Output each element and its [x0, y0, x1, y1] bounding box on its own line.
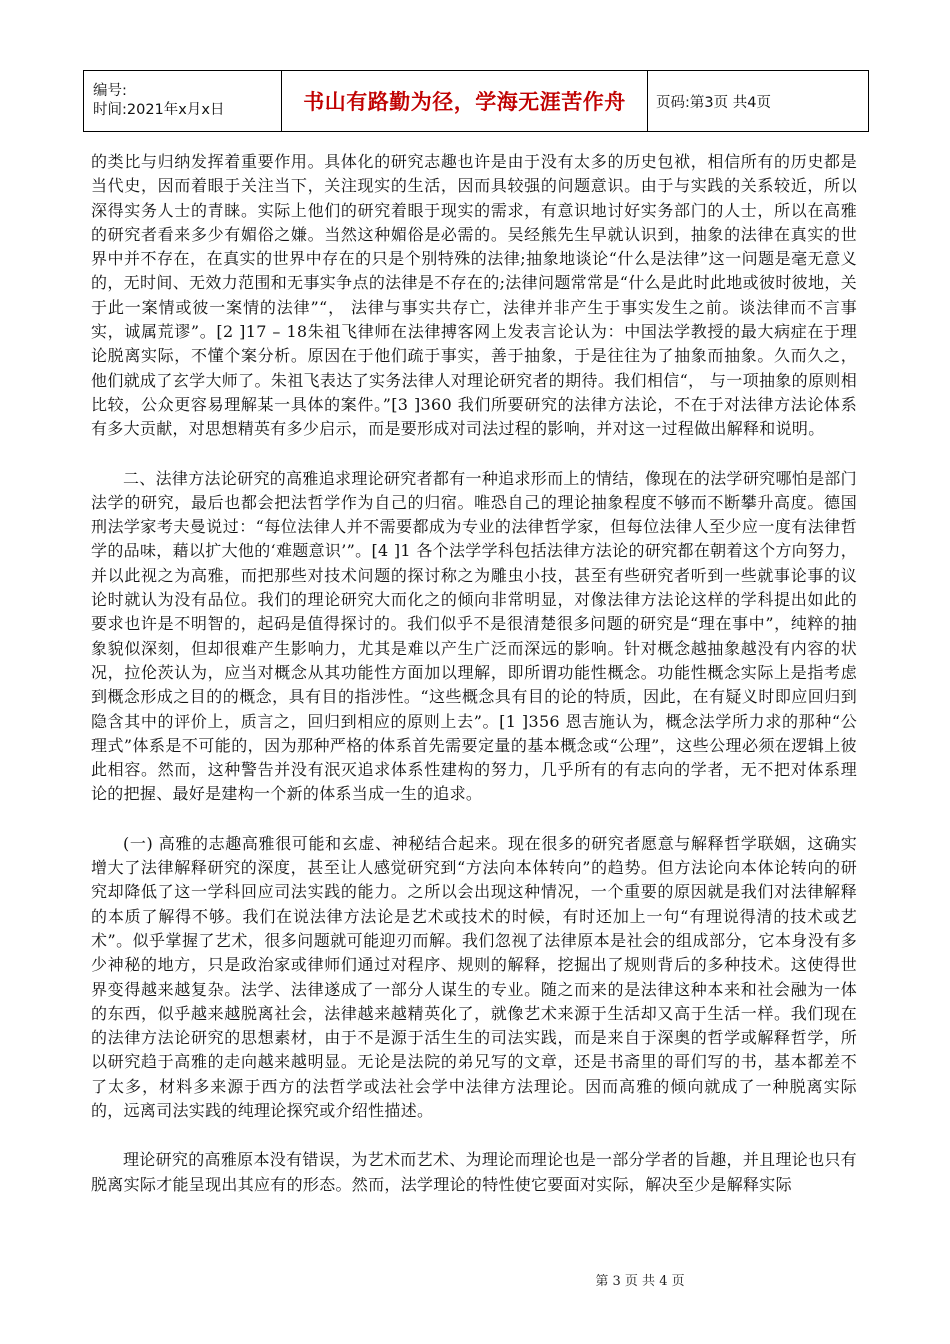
header-table [83, 70, 869, 132]
paragraph-4: 理论研究的高雅原本没有错误，为艺术而艺术、为理论而理论也是一部分学者的旨趣，并且理论也只有脱离实际才能呈现出其应有的形态。然而，法学理论的特性使它要面对实际，解决至少是解释实际 [91, 1150, 857, 1194]
document-body [91, 150, 857, 1197]
document-number: 编号: [93, 83, 127, 99]
page-footer: 第 3 页 共 4 页 [595, 1274, 685, 1289]
paragraph-1: 的类比与归纳发挥着重要作用。具体化的研究志趣也许是由于没有太多的历史包袱，相信所有的历史都是当代史，因而着眼于关注当下，关注现实的生活，因而具较强的问题意识。由于与实践的关系较近，所以深得实务人士的青睐。实际上他们的研究着眼于现实的需求，有意识地讨好实务部门的人士，所以在高雅的研究者看来多少有媚俗之嫌。当然这种媚俗是必需的。吴经熊先生早就认识到，抽象的法律在真实的世界中并不存在，在真实的世界中存在的只是个别特殊的法律;抽象地谈论“什么是法律”这一问题是毫无意义的，无时间、无效力范围和无事实争点的法律是不存在的;法律问题常常是“什么是此时此地或彼时彼地，关于此一案情或彼一案情的法律”“， 法律与事实共存亡，法律并非产生于事实发生之前。谈法律而不言事实，诚属荒谬”。[2 ]17 – 18朱祖飞律师在法律搏客网上发表言论认为：中国法学教授的最大病症在于理论脱离实际，不懂个案分析。原因在于他们疏于事实，善于抽象，于是往往为了抽象而抽象。久而久之，他们就成了玄学大师了。朱祖飞表达了实务法律人对理论研究者的期待。我们相信“， 与一项抽象的原则相比较，公众更容易理解某一具体的案件。”[3 ]360 我们所要研究的法律方法论，不在于对法律方法论体系有多大贡献，对思想精英有多少启示，而是要形成对司法过程的影响，并对这一过程做出解释和说明。 [91, 152, 857, 439]
header-page-number: 页码:第3页 共4页 [648, 71, 869, 132]
header-motto: 书山有路勤为径，学海无涯苦作舟 [282, 71, 648, 132]
header-meta [84, 71, 282, 132]
paragraph-3: (一) 高雅的志趣高雅很可能和玄虚、神秘结合起来。现在很多的研究者愿意与解释哲学联姻，这确实增大了法律解释研究的深度，甚至让人感觉研究到“方法向本体转向”的趋势。但方法论向本体论转向的研究却降低了这一学科回应司法实践的能力。之所以会出现这种情况，一个重要的原因就是我们对法律解释的本质了解得不够。我们在说法律方法论是艺术或技术的时候，有时还加上一句“有理说得清的技术或艺术”。似乎掌握了艺术，很多问题就可能迎刃而解。我们忽视了法律原本是社会的组成部分，它本身没有多少神秘的地方，只是政治家或律师们通过对程序、规则的解释，挖掘出了规则背后的多种技术。这使得世界变得越来越复杂。法学、法律遂成了一部分人谋生的专业。随之而来的是法律这种本来和社会融为一体的东西，似乎越来越脱离社会，法律越来越精英化了，就像艺术来源于生活却又高于生活一样。我们现在的法律方法论研究的思想素材，由于不是源于活生生的司法实践，而是来自于深奥的哲学或解释哲学，所以研究趋于高雅的走向越来越明显。无论是法院的弟兄写的文章，还是书斋里的哥们写的书，基本都差不了太多，材料多来源于西方的法哲学或法社会学中法律方法理论。因而高雅的倾向就成了一种脱离实际的，远离司法实践的纯理论探究或介绍性描述。 [91, 833, 857, 1120]
document-time: 时间:2021年x月x日 [93, 102, 225, 118]
paragraph-2: 二、法律方法论研究的高雅追求理论研究者都有一种追求形而上的情结，像现在的法学研究哪怕是部门法学的研究，最后也都会把法哲学作为自己的归宿。唯恐自己的理论抽象程度不够而不断攀升高度。德国刑法学家考夫曼说过：“每位法律人并不需要都成为专业的法律哲学家，但每位法律人至少应一度有法律哲学的品味，藉以扩大他的‘难题意识’”。[4 ]1 各个法学学科包括法律方法论的研究都在朝着这个方向努力，并以此视之为高雅，而把那些对技术问题的探讨称之为雕虫小技，甚至有些研究者听到一些就事论事的议论时就认为没有品位。我们的理论研究大而化之的倾向非常明显，对像法律方法论这样的学科提出如此的要求也许是不明智的，起码是值得探讨的。我们似乎不是很清楚很多问题的研究是“理在事中”，纯粹的抽象貌似深刻，但却很难产生影响力，尤其是难以产生广泛而深远的影响。针对概念越抽象越没有内容的状况，拉伦茨认为，应当对概念从其功能性方面加以理解，即所谓功能性概念。功能性概念实际上是指考虑到概念形成之目的的概念，具有目的指涉性。“这些概念具有目的论的特质，因此，在有疑义时即应回归到隐含其中的评价上，质言之，回归到相应的原则上去”。[1 ]356 恩吉施认为，概念法学所力求的那种“公理式”体系是不可能的，因为那种严格的体系首先需要定量的基本概念或“公理”，这些公理必须在逻辑上彼此相容。然而，这种警告并没有泯灭追求体系性建构的努力，几乎所有的有志向的学者，无不把对体系理论的把握、最好是建构一个新的体系当成一生的追求。 [91, 468, 857, 804]
